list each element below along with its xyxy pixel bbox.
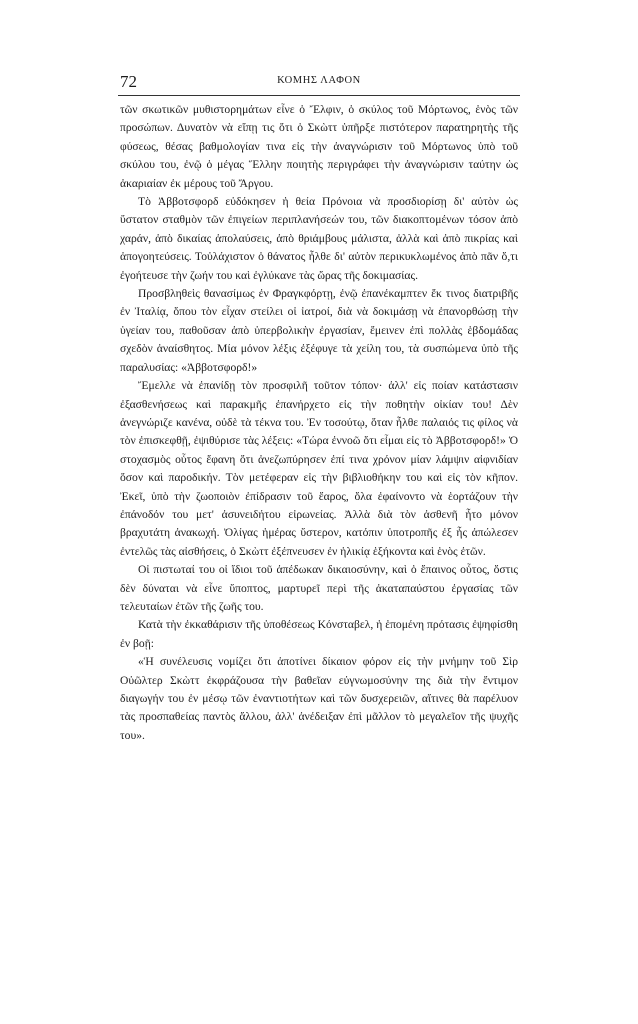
paragraph: Οἱ πιστωταί του οἱ ἴδιοι τοῦ ἀπέδωκαν δικαιοσύνην, καὶ ὁ ἔπαινος οὗτος, ὅστις δὲν δύναται νὰ εἶνε ὕποπτος, μαρτυρεῖ περὶ τῆς ἀκαταπαύστου ἐργασίας τῶν τελευταίων ἐτῶν τῆς ζωῆς του. (120, 563, 518, 613)
body-text (120, 101, 518, 745)
paragraph: Κατὰ τὴν ἐκκαθάρισιν τῆς ὑποθέσεως Κόνσταβελ, ἡ ἑπομένη πρότασις ἐψηφίσθη ἐν βοῇ: (120, 618, 518, 650)
header-rule (118, 95, 520, 96)
quoted-resolution: «Ἡ συνέλευσις νομίζει ὅτι ἀποτίνει δίκαιον φόρον εἰς τὴν μνήμην τοῦ Σὶρ Οὐῶλτερ Σκὼττ ἐκφράζουσα τὴν βαθεῖαν εὐγνωμοσύνην της διὰ τὴν ἔντιμον διαγωγήν του ἐν μέσῳ τῶν ἐναντιοτήτων καὶ τῶν δυσχερειῶν, αἵτινες θὰ παρέλυον τὰς προσπαθείας παντὸς ἄλλου, ἀλλ' ἀνέδειξαν ἐπὶ μᾶλλον τὸ μεγαλεῖον τῆς ψυχῆς του». (120, 655, 518, 742)
page-number: 72 (120, 72, 137, 91)
paragraph: Ἔμελλε νὰ ἐπανίδῃ τὸν προσφιλῆ τοῦτον τόπον· ἀλλ' εἰς ποίαν κατάστασιν ἐξασθενήσεως καὶ παρακμῆς ἐπανήρχετο εἰς τὴν ποθητὴν οἰκίαν του! Δὲν ἀνεγνώριζε κανένα, οὐδὲ τὰ τέκνα του. Ἐν τοσούτῳ, ὅταν ἦλθε παλαιός τις φίλος νὰ τὸν ἐπισκεφθῇ, ἐψιθύρισε τὰς λέξεις: «Τώρα ἐννοῶ ὅτι εἶμαι εἰς τὸ Ἀββοτσφορδ!» Ὁ στοχασμὸς οὗτος ἔφανη ὅτι ἀνεζωπύρησεν ἐπί τινα χρόνον μίαν λάμψιν αἰφνιδίαν ὅσον καὶ παροδικήν. Τὸν μετέφεραν εἰς τὴν βιβλιοθήκην του καὶ εἰς τὸν κῆπον. Ἐκεῖ, ὑπὸ τὴν ζωοποιὸν ἐπίδρασιν τοῦ ἔαρος, ὅλα ἐφαίνοντο νὰ ἑορτάζουν τὴν ἐπάνοδόν του μετ' ἀσυνειδήτου εἰρωνείας. Ἀλλὰ διὰ τὸν ἀσθενῆ ἦτο μόνον βραχυτάτη ἀνακωχή. Ὀλίγας ἡμέρας ὕστερον, κατόπιν ὑποτροπῆς ἐξ ἧς ἀπώλεσεν ἐντελῶς τὰς αἰσθήσεις, ὁ Σκὼττ ἐξέπνευσεν ἐν ἡλικίᾳ ἑξήκοντα καὶ ἑνὸς ἐτῶν. (120, 379, 518, 558)
page-header (120, 72, 518, 94)
paragraph: τῶν σκωτικῶν μυθιστορημάτων εἶνε ὁ Ἔλφιν, ὁ σκύλος τοῦ Μόρτωνος, ἑνὸς τῶν προσώπων. Δυνατὸν νὰ εἴπῃ τις ὅτι ὁ Σκὼττ ὑπῆρξε πιστότερον παρατηρητὴς τῆς φύσεως, θέσας βαθμολογίαν τινα εἰς τὴν ἀναγνώρισιν τοῦ Μόρτωνος ὑπὸ τοῦ σκύλου του, ἐνῷ ὁ μέγας Ἕλλην ποιητὴς περιγράφει τὴν ἀναγνώρισιν ταύτην ὡς ἀκαριαίαν ἐκ μέρους τοῦ Ἄργου. (120, 103, 518, 190)
paragraph: Τὸ Ἀββοτσφορδ εὐδόκησεν ἡ θεία Πρόνοια νὰ προσδιορίσῃ δι' αὐτὸν ὡς ὕστατον σταθμὸν τῶν ἐπιγείων περιπλανήσεών του, τῶν διακοπτομένων τόσον ἀπὸ χαράν, ἀπὸ δικαίας ἀπολαύσεις, ἀπὸ θριάμβους μάλιστα, ἀλλὰ καὶ ἀπὸ πικρίας καὶ ἀπογοητεύσεις. Τοὐλάχιστον ὁ θάνατος ἦλθε δι' αὐτὸν περικυκλωμένος ἀπὸ πᾶν ὅ,τι ἐγοήτευσε τὴν ζωήν του καὶ ἐγλύκανε τὰς ὥρας τῆς δοκιμασίας. (120, 195, 518, 282)
running-title: ΚΟΜΗΣ ΛΑΦΟΝ (277, 75, 361, 86)
paragraph: Προσβληθεὶς θανασίμως ἐν Φραγκφόρτῃ, ἐνῷ ἐπανέκαμπτεν ἔκ τινος διατριβῆς ἐν Ἰταλίᾳ, ὅπου τὸν εἶχαν στείλει οἱ ἰατροί, διὰ νὰ δοκιμάσῃ νὰ ἐπανορθώσῃ τὴν ὑγείαν του, παθοῦσαν ἀπὸ ὑπερβολικὴν ἐργασίαν, ἔμεινεν ἐπὶ πολλὰς ἑβδομάδας σχεδὸν ἀναίσθητος. Μία μόνον λέξις ἐξέφυγε τὰ χείλη του, τὰ συσπώμενα ὑπὸ τῆς παραλυσίας: «Ἀββοτσφορδ!» (120, 287, 518, 374)
